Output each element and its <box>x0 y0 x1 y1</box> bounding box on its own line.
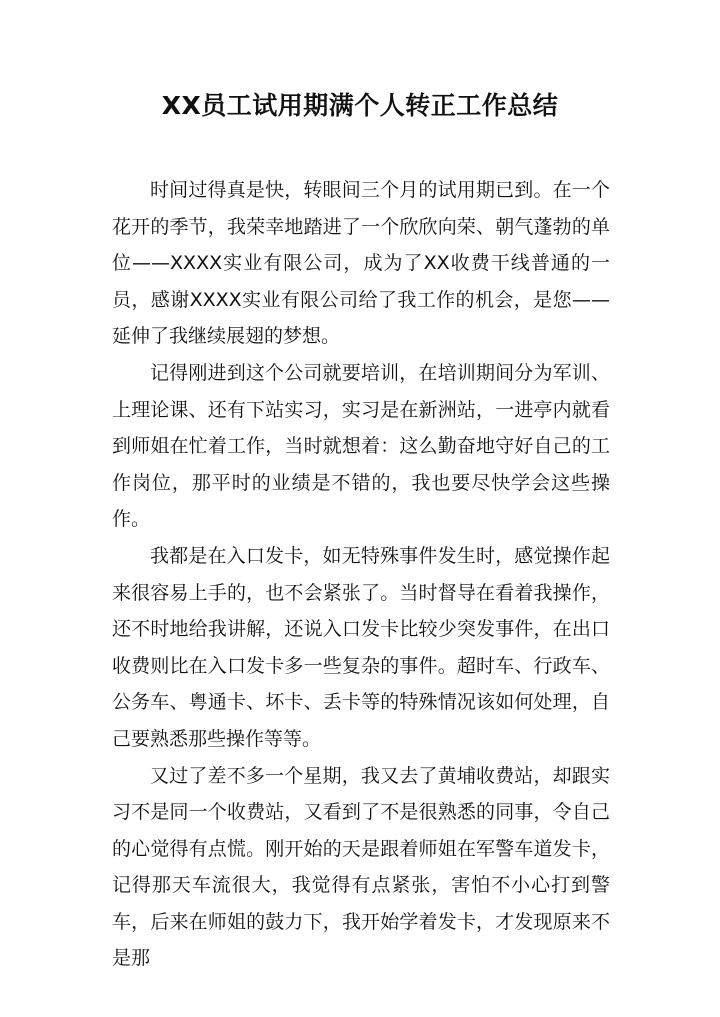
paragraph-3: 我都是在入口发卡，如无特殊事件发生时，感觉操作起来很容易上手的，也不会紧张了。当时督导在看着我操作，还不时地给我讲解，还说入口发卡比较少突发事件，在出口收费则比在入口发卡多一些复杂的事件。超时车、行政车、公务车、粤通卡、坏卡、丢卡等的特殊情况该如何处理，自己要熟悉那些操作等等。 <box>112 544 610 750</box>
document-body <box>112 172 610 977</box>
paragraph-2: 记得刚进到这个公司就要培训，在培训期间分为军训、上理论课、还有下站实习，实习是在新洲站，一进亭内就看到师姐在忙着工作，当时就想着：这么勤奋地守好自己的工作岗位，那平时的业绩是不错的，我也要尽快学会这些操作。 <box>112 361 610 531</box>
paragraph-1: 时间过得真是快，转眼间三个月的试用期已到。在一个花开的季节，我荣幸地踏进了一个欣欣向荣、朝气蓬勃的单位——XXXX实业有限公司，成为了XX收费干线普通的一员，感谢XXXX实业有限公司给了我工作的机会，是您——延伸了我继续展翅的梦想。 <box>112 179 610 348</box>
document-title: XX员工试用期满个人转正工作总结 <box>161 91 559 120</box>
paragraph-4: 又过了差不多一个星期，我又去了黄埔收费站，却跟实习不是同一个收费站，又看到了不是很熟悉的同事，令自己的心觉得有点慌。刚开始的天是跟着师姐在军警车道发卡，记得那天车流很大，我觉得有点紧张，害怕不小心打到警车，后来在师姐的鼓力下，我开始学着发卡，才发现原来不是那 <box>112 764 610 970</box>
